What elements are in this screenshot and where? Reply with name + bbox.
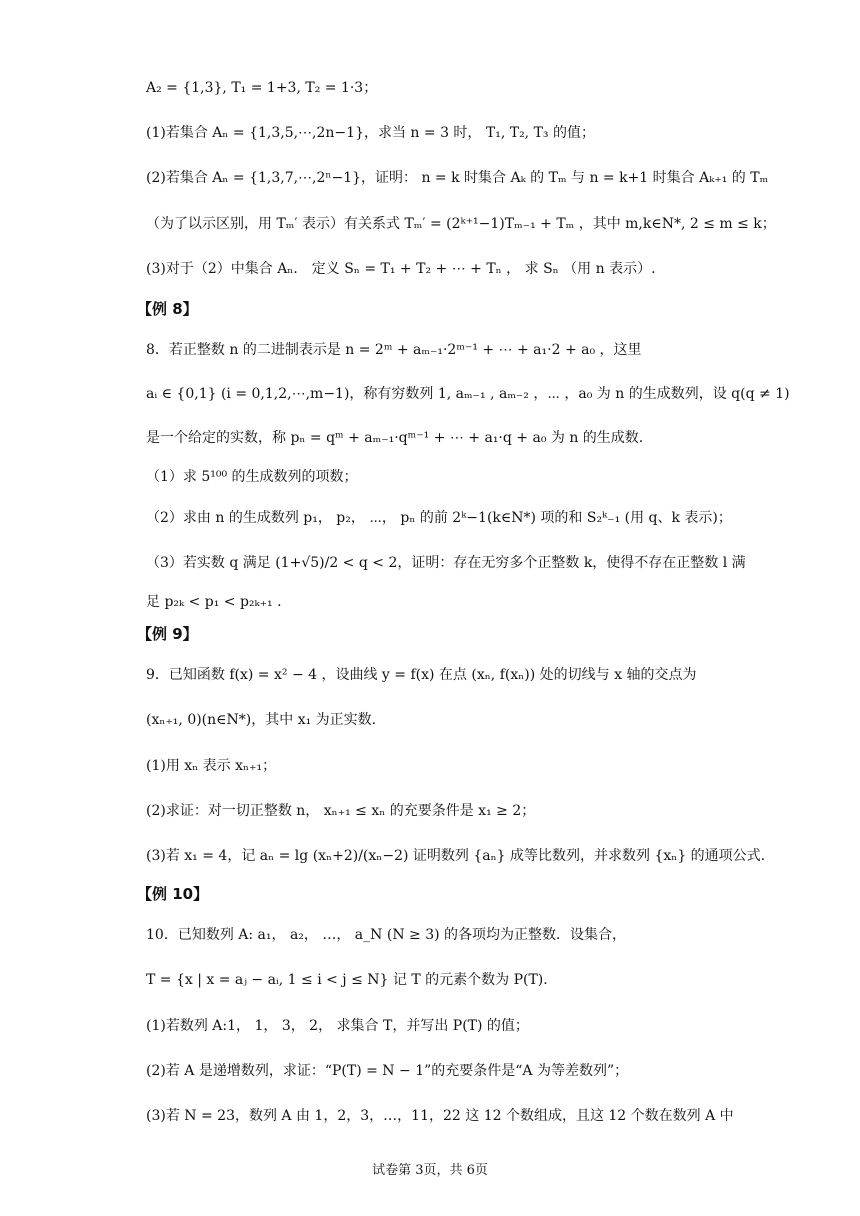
problem-line: （3）若实数 q 满足 (1+√5)/2 < q < 2，证明：存在无穷多个正整数 k，使得不存在正整数 l 满 [146,555,746,571]
problem-line: 8．若正整数 n 的二进制表示是 n = 2ᵐ + aₘ₋₁·2ᵐ⁻¹ + ⋯ + a₁·2 + a₀ ，这里 [146,342,642,358]
problem-line: (3)对于（2）中集合 Aₙ． 定义 Sₙ = T₁ + T₂ + ⋯ + Tₙ ， 求 Sₙ （用 n 表示）. [146,261,656,277]
problem-line: 10．已知数列 A: a₁， a₂， …， a_N (N ≥ 3) 的各项均为正整数．设集合， [146,927,627,943]
problem-line: 足 p₂ₖ < p₁ < p₂ₖ₊₁ . [146,594,282,610]
problem-line: aᵢ ∈ {0,1} (i = 0,1,2,⋯,m−1)，称有穷数列 1, aₘ₋₁ , aₘ₋₂ ，⋯ ，a₀ 为 n 的生成数列，设 q(q ≠ 1) [146,386,790,402]
problem-line: T = {x | x = aⱼ − aᵢ, 1 ≤ i < j ≤ N} 记 T 的元素个数为 P(T). [146,972,548,988]
problem-line: (1)用 xₙ 表示 xₙ₊₁； [146,758,277,774]
problem-line: A₂ = {1,3}, T₁ = 1+3, T₂ = 1·3； [146,80,378,96]
problem-line: (3)若 x₁ = 4，记 aₙ = lg (xₙ+2)/(xₙ−2) 证明数列 {aₙ} 成等比数列，并求数列 {xₙ} 的通项公式. [146,848,766,864]
example-heading: 【例 8】 [137,300,198,318]
problem-line: (2)若 A 是递增数列，求证：“P(T) = N − 1”的充要条件是“A 为等差数列”； [146,1063,629,1079]
problem-line: （为了以示区别，用 Tₘ′ 表示）有关系式 Tₘ′ = (2ᵏ⁺¹−1)Tₘ₋₁ + Tₘ ，其中 m,k∈N*, 2 ≤ m ≤ k； [146,216,776,232]
problem-line: (3)若 N = 23，数列 A 由 1，2，3，…，11，22 这 12 个数组成，且这 12 个数在数列 A 中 [146,1108,734,1124]
example-heading: 【例 10】 [137,885,209,903]
problem-line: (xₙ₊₁, 0)(n∈N*)，其中 x₁ 为正实数. [146,712,377,728]
problem-line: 9．已知函数 f(x) = x² − 4 ，设曲线 y = f(x) 在点 (xₙ, f(xₙ)) 处的切线与 x 轴的交点为 [146,667,697,683]
problem-line: 是一个给定的实数，称 pₙ = qᵐ + aₘ₋₁·qᵐ⁻¹ + ⋯ + a₁·q + a₀ 为 n 的生成数. [146,430,644,446]
problem-line: (2)若集合 Aₙ = {1,3,7,⋯,2ⁿ−1}，证明： n = k 时集合 Aₖ 的 Tₘ 与 n = k+1 时集合 Aₖ₊₁ 的 Tₘ [146,170,769,186]
problem-line: (1)若集合 Aₙ = {1,3,5,⋯,2n−1}，求当 n = 3 时， T₁, T₂, T₃ 的值； [146,125,595,141]
problem-line: (1)若数列 A:1， 1， 3， 2， 求集合 T，并写出 P(T) 的值； [146,1018,529,1034]
page-footer: 试卷第 3页，共 6页 [372,1163,488,1178]
example-heading: 【例 9】 [137,625,198,643]
problem-line: (2)求证：对一切正整数 n， xₙ₊₁ ≤ xₙ 的充要条件是 x₁ ≥ 2； [146,803,536,819]
problem-line: （1）求 5¹⁰⁰ 的生成数列的项数； [146,469,358,485]
problem-line: （2）求由 n 的生成数列 p₁， p₂， ⋯， pₙ 的前 2ᵏ−1(k∈N*) 项的和 S₂ᵏ₋₁ (用 q、k 表示)； [146,510,732,526]
